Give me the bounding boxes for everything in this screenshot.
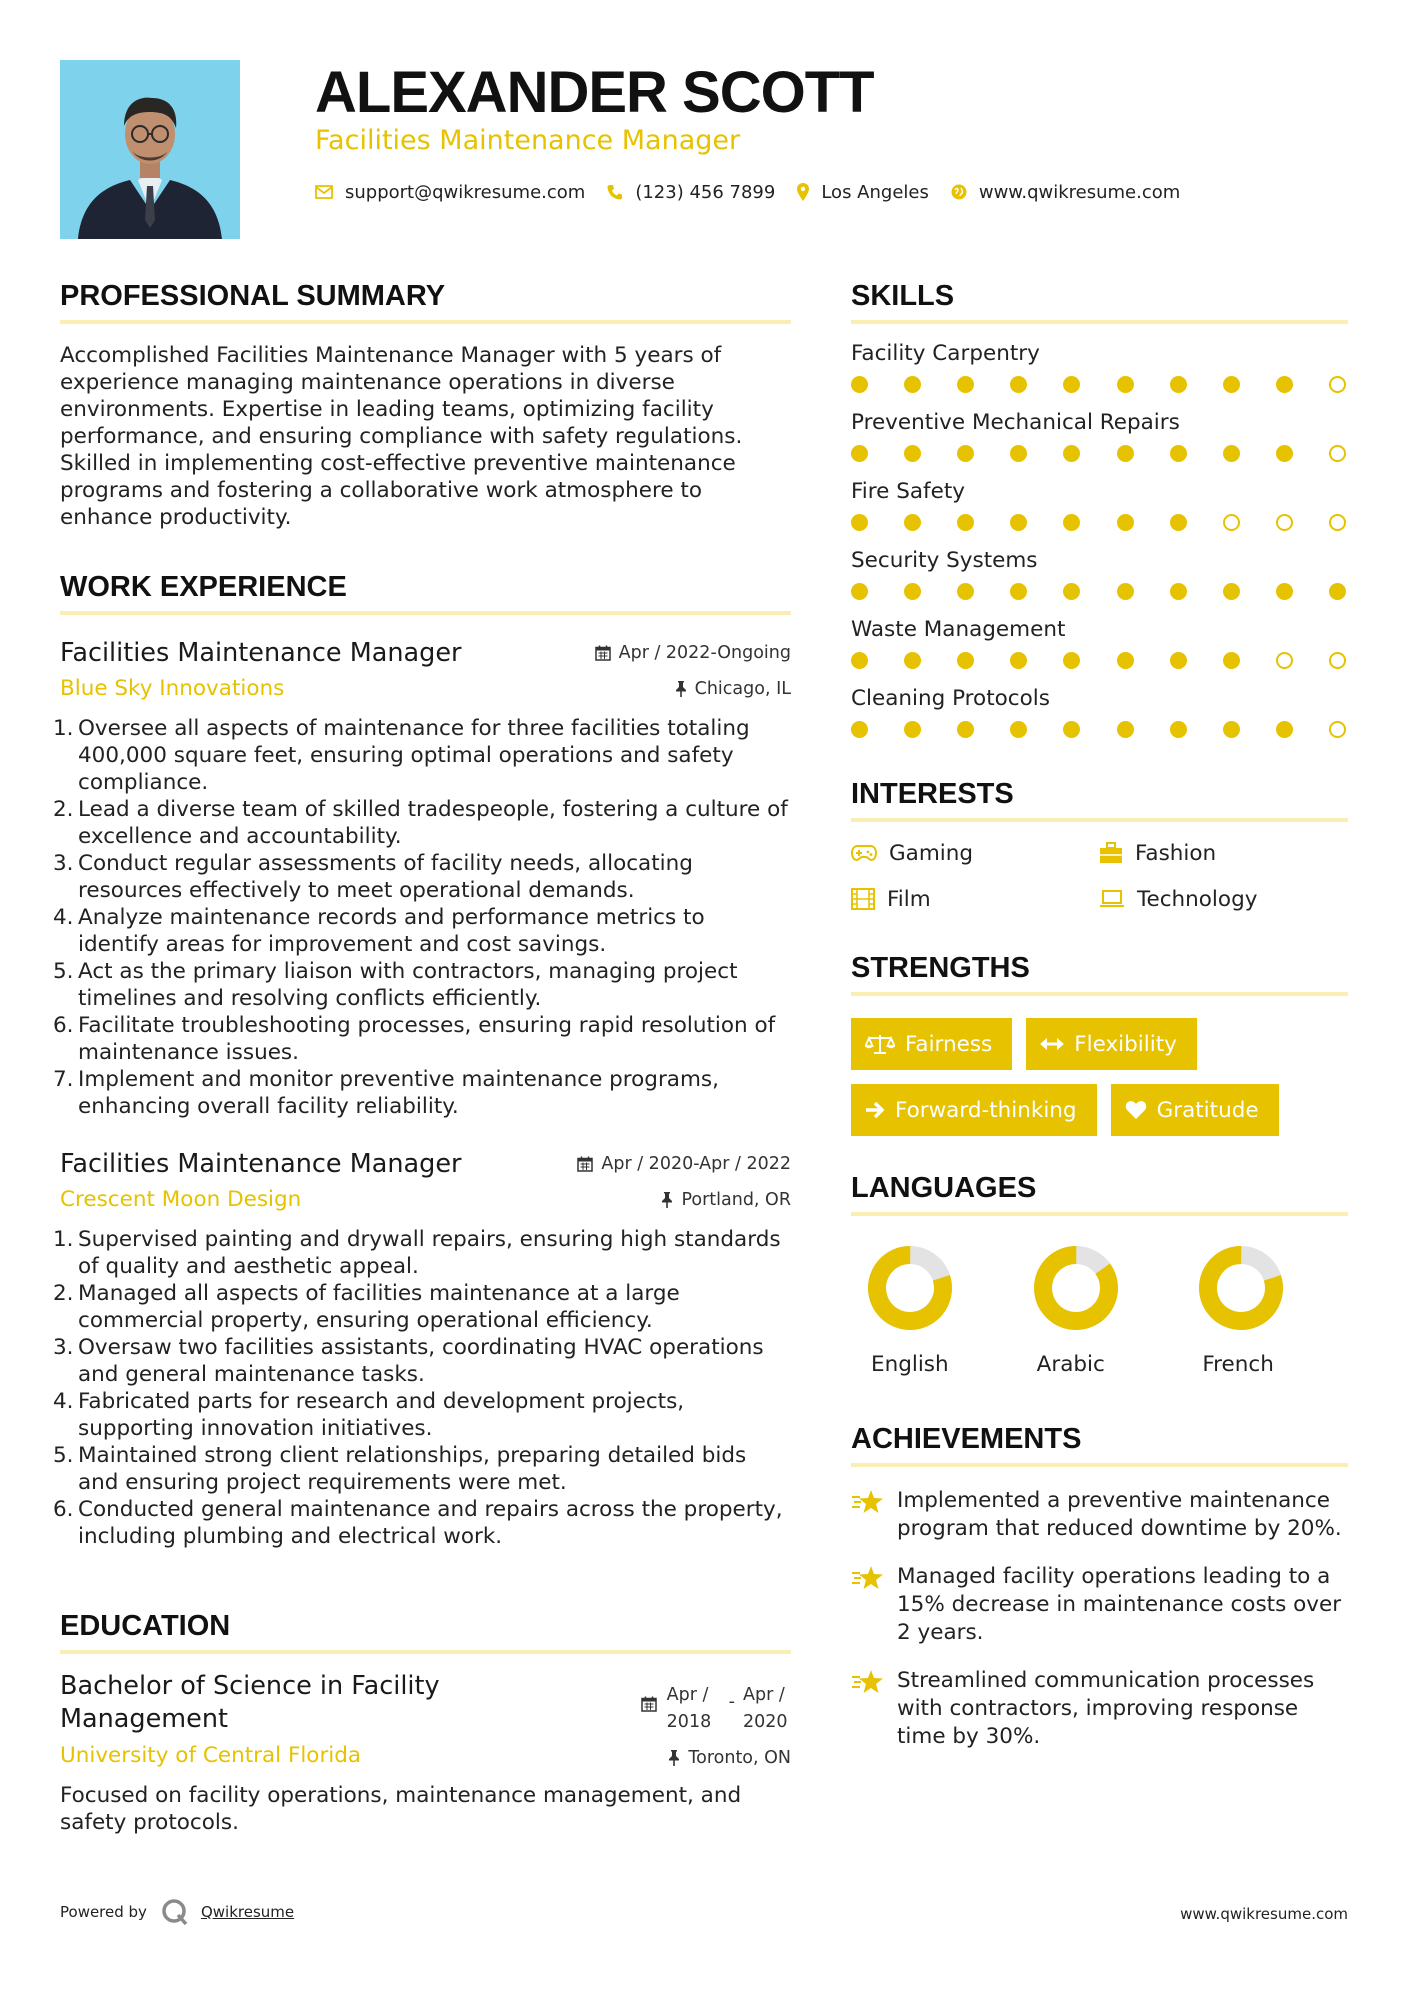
job-location-text: Portland, OR — [681, 1190, 791, 1210]
education-description: Focused on facility operations, maintenance management, and safety protocols. — [60, 1783, 742, 1835]
rating-dot-filled — [1117, 514, 1134, 531]
pushpin-icon — [668, 1750, 680, 1766]
pushpin-icon — [661, 1192, 673, 1208]
rating-dot-filled — [904, 376, 921, 393]
laptop-icon — [1099, 889, 1125, 909]
rating-dot-filled — [1063, 583, 1080, 600]
job-location — [675, 679, 791, 699]
job-date-text: Apr / 2022-Ongoing — [618, 643, 791, 663]
section-divider — [851, 1463, 1348, 1467]
rating-dot-filled — [957, 652, 974, 669]
rating-dot-filled — [1010, 514, 1027, 531]
language-name: Arabic — [1036, 1352, 1105, 1377]
rating-dot-filled — [957, 514, 974, 531]
rating-dot-filled — [1063, 445, 1080, 462]
strengths-section — [851, 948, 1348, 1136]
education-section — [60, 1606, 791, 1836]
arrows-horizontal-icon — [1040, 1037, 1064, 1051]
rating-dot-filled — [1223, 445, 1240, 462]
interests-heading: INTERESTS — [851, 778, 1014, 810]
skill-rating — [851, 514, 1348, 531]
date-separator: - — [728, 1692, 735, 1712]
job-company: Blue Sky Innovations — [60, 676, 285, 701]
skill-name: Waste Management — [851, 617, 1066, 642]
rating-dot-filled — [1063, 652, 1080, 669]
rating-dot-filled — [851, 652, 868, 669]
rating-dot-filled — [957, 445, 974, 462]
rating-dot-filled — [851, 445, 868, 462]
job-bullets — [53, 715, 791, 1120]
interest-label: Fashion — [1135, 840, 1217, 866]
rating-dot-filled — [851, 514, 868, 531]
achievement-text: Implemented a preventive maintenance program that reduced downtime by 20%. — [897, 1488, 1342, 1541]
rating-dot-filled — [1010, 583, 1027, 600]
star-award-icon — [851, 1489, 885, 1515]
contact-bar — [315, 180, 1202, 204]
rating-dot-filled — [1170, 376, 1187, 393]
list-item: 7. Implement and monitor preventive maintenance programs, enhancing overall facility reliability. — [53, 1067, 719, 1119]
rating-dot-filled — [1170, 445, 1187, 462]
rating-dot-filled — [851, 376, 868, 393]
strength-badge — [1026, 1018, 1197, 1070]
achievement-item — [851, 1563, 1348, 1647]
section-divider — [851, 992, 1348, 996]
rating-dot-empty — [1329, 721, 1346, 738]
globe-icon — [951, 184, 967, 200]
skill-item — [851, 616, 1348, 669]
achievement-text: Managed facility operations leading to a 15% decrease in maintenance costs over 2 years. — [897, 1564, 1342, 1645]
strength-label: Fairness — [905, 1031, 993, 1057]
rating-dot-empty — [1329, 652, 1346, 669]
section-divider — [60, 320, 791, 324]
contact-website[interactable]: www.qwikresume.com — [978, 181, 1181, 203]
rating-dot-filled — [1223, 583, 1240, 600]
list-item: 6. Conducted general maintenance and repairs across the property, including plumbing and electrical work. — [53, 1497, 783, 1549]
powered-by-label: Powered by — [60, 1903, 147, 1921]
section-divider — [851, 818, 1348, 822]
rating-dot-empty — [1329, 376, 1346, 393]
rating-dot-filled — [1063, 514, 1080, 531]
skill-rating — [851, 721, 1348, 738]
education-dates — [641, 1682, 791, 1736]
rating-dot-empty — [1329, 445, 1346, 462]
list-item: 3. Oversaw two facilities assistants, coordinating HVAC operations and general maintenance tasks. — [53, 1335, 764, 1387]
contact-email[interactable]: support@qwikresume.com — [345, 181, 586, 203]
job-location-text: Chicago, IL — [694, 679, 791, 699]
rating-dot-empty — [1329, 514, 1346, 531]
skill-name: Security Systems — [851, 548, 1038, 573]
languages-heading: LANGUAGES — [851, 1172, 1037, 1204]
rating-dot-empty — [1276, 652, 1293, 669]
rating-dot-filled — [1223, 376, 1240, 393]
star-award-icon — [851, 1565, 885, 1591]
footer-website[interactable]: www.qwikresume.com — [1180, 1905, 1348, 1923]
rating-dot-filled — [1117, 652, 1134, 669]
education-entry — [60, 1670, 791, 1836]
rating-dot-filled — [957, 721, 974, 738]
profile-photo — [60, 60, 240, 239]
summary-heading: PROFESSIONAL SUMMARY — [60, 280, 446, 312]
phone-icon — [607, 184, 623, 200]
qwikresume-logo-icon — [161, 1898, 189, 1926]
summary-section — [60, 276, 791, 531]
rating-dot-filled — [1063, 721, 1080, 738]
skill-item — [851, 685, 1348, 738]
skill-item — [851, 340, 1348, 393]
rating-dot-filled — [851, 583, 868, 600]
language-donut — [1032, 1244, 1120, 1332]
rating-dot-filled — [1010, 445, 1027, 462]
education-location-text: Toronto, ON — [688, 1748, 791, 1768]
language-name: French — [1202, 1352, 1274, 1377]
right-column — [851, 276, 1348, 1751]
skills-list — [851, 340, 1348, 738]
education-heading: EDUCATION — [60, 1610, 231, 1642]
education-start: Apr / 2018 — [666, 1685, 712, 1732]
rating-dot-filled — [1170, 583, 1187, 600]
rating-dot-filled — [851, 721, 868, 738]
interest-item — [851, 838, 1099, 868]
list-item: 6. Facilitate troubleshooting processes, ensuring rapid resolution of maintenance issues. — [53, 1013, 776, 1065]
candidate-title: Facilities Maintenance Manager — [315, 125, 741, 156]
film-icon — [851, 888, 875, 910]
languages-section — [851, 1168, 1348, 1377]
section-divider — [851, 1212, 1348, 1216]
job-location — [661, 1190, 791, 1210]
job-date-text: Apr / 2020-Apr / 2022 — [601, 1154, 791, 1174]
list-item: 1. Supervised painting and drywall repairs, ensuring high standards of quality and aesthetic appeal. — [53, 1227, 781, 1279]
experience-heading: WORK EXPERIENCE — [60, 571, 347, 603]
rating-dot-filled — [904, 721, 921, 738]
interest-item — [1099, 884, 1329, 914]
skill-name: Fire Safety — [851, 479, 965, 504]
education-end: Apr / 2020 — [743, 1685, 788, 1732]
brand-link[interactable]: Qwikresume — [200, 1903, 295, 1921]
list-item: 2. Managed all aspects of facilities maintenance at a large commercial property, ensuring operational efficiency. — [53, 1281, 680, 1333]
language-item — [1017, 1244, 1183, 1377]
skill-name: Cleaning Protocols — [851, 686, 1050, 711]
job-title: Facilities Maintenance Manager — [60, 638, 462, 668]
rating-dot-filled — [1170, 514, 1187, 531]
rating-dot-filled — [1276, 445, 1293, 462]
strengths-list — [851, 1018, 1348, 1136]
job-company: Crescent Moon Design — [60, 1187, 302, 1212]
strength-label: Forward-thinking — [895, 1097, 1077, 1123]
rating-dot-empty — [1223, 514, 1240, 531]
achievement-item — [851, 1487, 1348, 1543]
calendar-icon — [641, 1696, 657, 1712]
languages-list — [851, 1244, 1348, 1377]
interest-label: Technology — [1137, 886, 1258, 912]
strength-label: Flexibility — [1074, 1031, 1177, 1057]
skill-item — [851, 547, 1348, 600]
candidate-name: ALEXANDER SCOTT — [315, 60, 874, 125]
language-item — [851, 1244, 1017, 1377]
section-divider — [60, 611, 791, 615]
language-donut — [1197, 1244, 1285, 1332]
job-date — [577, 1154, 791, 1174]
skill-rating — [851, 583, 1348, 600]
rating-dot-filled — [1170, 721, 1187, 738]
calendar-icon — [577, 1156, 593, 1172]
list-item: 2. Lead a diverse team of skilled tradespeople, fostering a culture of excellence and accountability. — [53, 797, 788, 849]
language-name: English — [871, 1352, 949, 1377]
contact-phone[interactable]: (123) 456 7899 — [635, 181, 776, 203]
interest-label: Gaming — [889, 840, 974, 866]
rating-dot-filled — [1223, 721, 1240, 738]
interests-section — [851, 774, 1348, 914]
section-divider — [851, 320, 1348, 324]
rating-dot-filled — [1276, 583, 1293, 600]
pushpin-icon — [675, 681, 687, 697]
achievement-item — [851, 1667, 1348, 1751]
strength-badge — [1111, 1084, 1279, 1136]
list-item: 4. Fabricated parts for research and development projects, supporting innovation initiatives. — [53, 1389, 685, 1441]
job-bullets — [53, 1226, 791, 1550]
balance-scale-icon — [865, 1033, 895, 1055]
list-item: 5. Maintained strong client relationships, preparing detailed bids and ensuring project requirements were met. — [53, 1443, 747, 1495]
skill-item — [851, 409, 1348, 462]
donut-fill — [1032, 1244, 1120, 1332]
interest-item — [1099, 838, 1329, 868]
degree-title: Bachelor of Science in Facility Management — [60, 1671, 440, 1734]
strength-badge — [851, 1084, 1097, 1136]
rating-dot-filled — [1117, 445, 1134, 462]
rating-dot-filled — [1276, 376, 1293, 393]
rating-dot-empty — [1276, 514, 1293, 531]
location-icon — [797, 183, 809, 201]
job-entry — [53, 1148, 791, 1550]
skill-name: Preventive Mechanical Repairs — [851, 410, 1180, 435]
rating-dot-filled — [1063, 376, 1080, 393]
language-donut — [866, 1244, 954, 1332]
skill-name: Facility Carpentry — [851, 341, 1040, 366]
rating-dot-filled — [1117, 583, 1134, 600]
rating-dot-filled — [1276, 721, 1293, 738]
skill-item — [851, 478, 1348, 531]
job-entry — [53, 637, 791, 1120]
job-date — [595, 643, 791, 663]
rating-dot-filled — [1117, 721, 1134, 738]
rating-dot-filled — [1223, 652, 1240, 669]
skills-section — [851, 276, 1348, 738]
skill-rating — [851, 376, 1348, 393]
left-column — [53, 276, 791, 1836]
rating-dot-filled — [1010, 652, 1027, 669]
calendar-icon — [595, 645, 611, 661]
job-title: Facilities Maintenance Manager — [60, 1149, 462, 1179]
language-item — [1182, 1244, 1348, 1377]
achievements-heading: ACHIEVEMENTS — [851, 1423, 1082, 1455]
arrow-right-icon — [865, 1101, 885, 1119]
rating-dot-filled — [1010, 721, 1027, 738]
rating-dot-filled — [904, 445, 921, 462]
footer-powered-by — [60, 1898, 294, 1926]
skill-rating — [851, 445, 1348, 462]
skill-rating — [851, 652, 1348, 669]
interests-list — [851, 838, 1348, 914]
contact-location: Los Angeles — [821, 181, 929, 203]
rating-dot-filled — [957, 376, 974, 393]
achievements-section — [851, 1419, 1348, 1751]
summary-text: Accomplished Facilities Maintenance Manager with 5 years of experience managing maintenance operations in diverse environments. Expertise in leading teams, optimizing facility performance, and ensuring compliance with safety regulations. Skilled in implementing cost-effective preventive maintenance programs and fostering a collaborative work atmosphere to enhance productivity. — [60, 343, 743, 530]
list-item: 3. Conduct regular assessments of facility needs, allocating resources effectively to meet operational demands. — [53, 851, 693, 903]
rating-dot-filled — [1329, 583, 1346, 600]
interest-item — [851, 884, 1099, 914]
person-portrait-icon — [60, 60, 240, 239]
skills-heading: SKILLS — [851, 280, 955, 312]
interest-label: Film — [887, 886, 931, 912]
strength-badge — [851, 1018, 1012, 1070]
list-item: 5. Act as the primary liaison with contractors, managing project timelines and resolving conflicts efficiently. — [53, 959, 738, 1011]
education-location — [668, 1748, 791, 1768]
rating-dot-filled — [904, 652, 921, 669]
gamepad-icon — [851, 845, 877, 861]
school-name: University of Central Florida — [60, 1743, 362, 1768]
rating-dot-filled — [904, 514, 921, 531]
experience-section — [53, 567, 791, 1550]
email-icon — [315, 185, 333, 199]
strength-label: Gratitude — [1156, 1097, 1259, 1123]
rating-dot-filled — [1010, 376, 1027, 393]
list-item: 4. Analyze maintenance records and performance metrics to identify areas for improvement and cost savings. — [53, 905, 705, 957]
rating-dot-filled — [1170, 652, 1187, 669]
rating-dot-filled — [957, 583, 974, 600]
achievement-text: Streamlined communication processes with contractors, improving response time by 30%. — [897, 1668, 1315, 1749]
strengths-heading: STRENGTHS — [851, 952, 1030, 984]
heart-icon — [1125, 1100, 1147, 1120]
section-divider — [60, 1650, 791, 1654]
list-item: 1. Oversee all aspects of maintenance for three facilities totaling 400,000 square feet, ensuring optimal operations and safety compliance. — [53, 716, 750, 795]
briefcase-icon — [1099, 842, 1123, 864]
rating-dot-filled — [1117, 376, 1134, 393]
star-award-icon — [851, 1669, 885, 1695]
rating-dot-filled — [904, 583, 921, 600]
